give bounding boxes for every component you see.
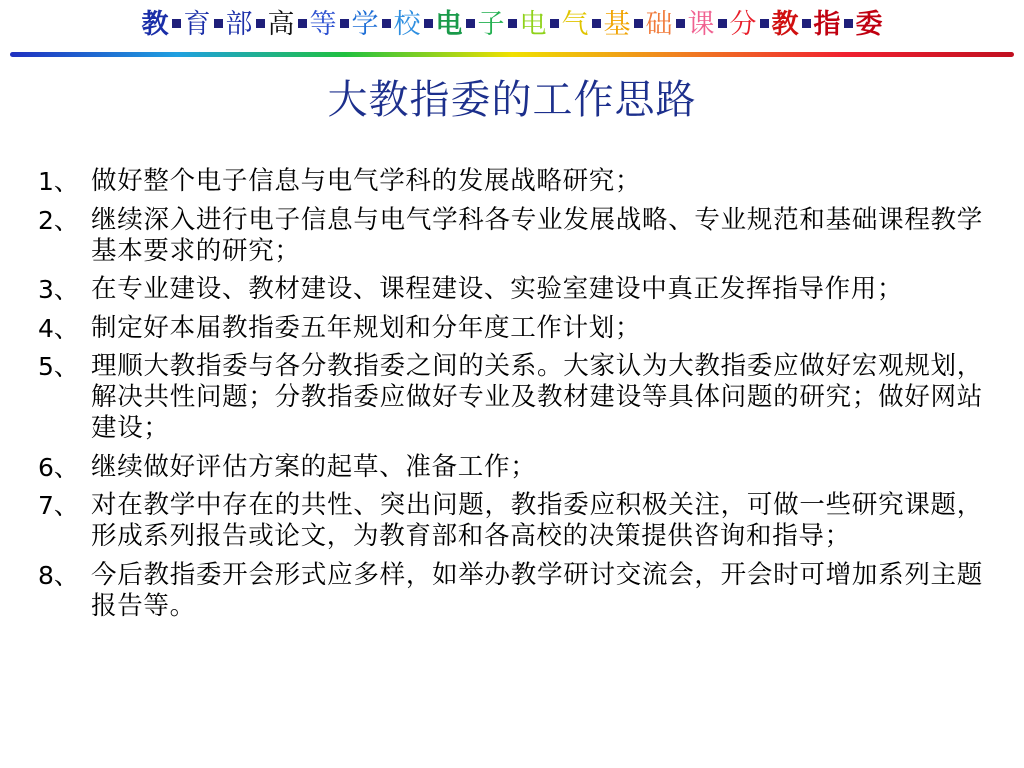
banner-char: 分 (729, 9, 757, 40)
banner-char: 高 (267, 9, 295, 40)
banner-char: 气 (561, 9, 589, 40)
list-item (38, 274, 983, 305)
list-item-number: 4、 (38, 313, 79, 343)
header-banner (0, 0, 1024, 48)
banner-char: 基 (603, 9, 631, 40)
banner-separator (340, 19, 349, 28)
list-item (38, 452, 983, 483)
list-item (38, 205, 983, 267)
banner-separator (634, 19, 643, 28)
banner-separator (760, 19, 769, 28)
banner-separator (676, 19, 685, 28)
banner-char: 学 (351, 9, 379, 40)
list-item-number: 6、 (38, 452, 79, 482)
list-item-text: 做好整个电子信息与电气学科的发展战略研究； (91, 166, 642, 196)
list-item (38, 490, 983, 552)
list-item-number: 5、 (38, 352, 79, 381)
banner-separator (466, 19, 475, 28)
banner-separator (382, 19, 391, 28)
list-item (38, 560, 983, 622)
banner-char: 电 (519, 9, 547, 40)
banner-separator (256, 19, 265, 28)
slide-title: 大教指委的工作思路 (327, 77, 697, 123)
banner-separator (214, 19, 223, 28)
banner-char: 教 (141, 9, 169, 40)
list-item-number: 8、 (38, 560, 79, 590)
banner-char: 校 (393, 9, 421, 40)
banner-separator (508, 19, 517, 28)
list-item (38, 313, 983, 344)
banner-separator (298, 19, 307, 28)
list-item-text: 继续做好评估方案的起草、准备工作； (91, 451, 537, 482)
banner-char: 委 (855, 9, 883, 40)
banner-char: 础 (645, 9, 673, 40)
list-item-number: 2、 (38, 205, 79, 235)
banner-char: 电 (435, 9, 463, 40)
banner-text (142, 8, 883, 42)
list-item-text: 理顺大教指委与各分教指委之间的关系。大家认为大教指委应做好宏观规划，解决共性问题；分教指委应做好专业及教材建设等具体问题的研究；做好网站建设； (91, 351, 983, 443)
list-item-text: 继续深入进行电子信息与电气学科各专业发展战略、专业规范和基础课程教学基本要求的研究； (91, 204, 983, 266)
banner-char: 子 (477, 9, 505, 40)
banner-char: 等 (309, 9, 337, 40)
banner-char: 课 (687, 9, 715, 40)
banner-char: 指 (813, 9, 841, 40)
list-item-text: 今后教指委开会形式应多样，如举办教学研讨交流会，开会时可增加系列主题报告等。 (91, 559, 983, 621)
list-item-text: 在专业建设、教材建设、课程建设、实验室建设中真正发挥指导作用； (91, 274, 904, 304)
banner-separator (802, 19, 811, 28)
list-item-text: 对在教学中存在的共性、突出问题，教指委应积极关注，可做一些研究课题，形成系列报告或论文，为教育部和各高校的决策提供咨询和指导； (91, 490, 983, 551)
list-item (38, 351, 983, 444)
work-ideas-list (38, 166, 983, 629)
banner-separator (424, 19, 433, 28)
banner-separator (718, 19, 727, 28)
list-item-number: 3、 (38, 275, 79, 304)
color-gradient-divider (10, 52, 1014, 57)
list-item-text: 制定好本届教指委五年规划和分年度工作计划； (91, 312, 642, 343)
banner-separator (550, 19, 559, 28)
banner-separator (592, 19, 601, 28)
list-item-number: 1、 (38, 167, 79, 196)
banner-separator (172, 19, 181, 28)
banner-char: 育 (183, 9, 211, 40)
banner-char: 部 (225, 9, 253, 40)
banner-char: 教 (771, 9, 799, 40)
list-item (38, 166, 983, 197)
banner-separator (844, 19, 853, 28)
list-item-number: 7、 (38, 491, 79, 520)
